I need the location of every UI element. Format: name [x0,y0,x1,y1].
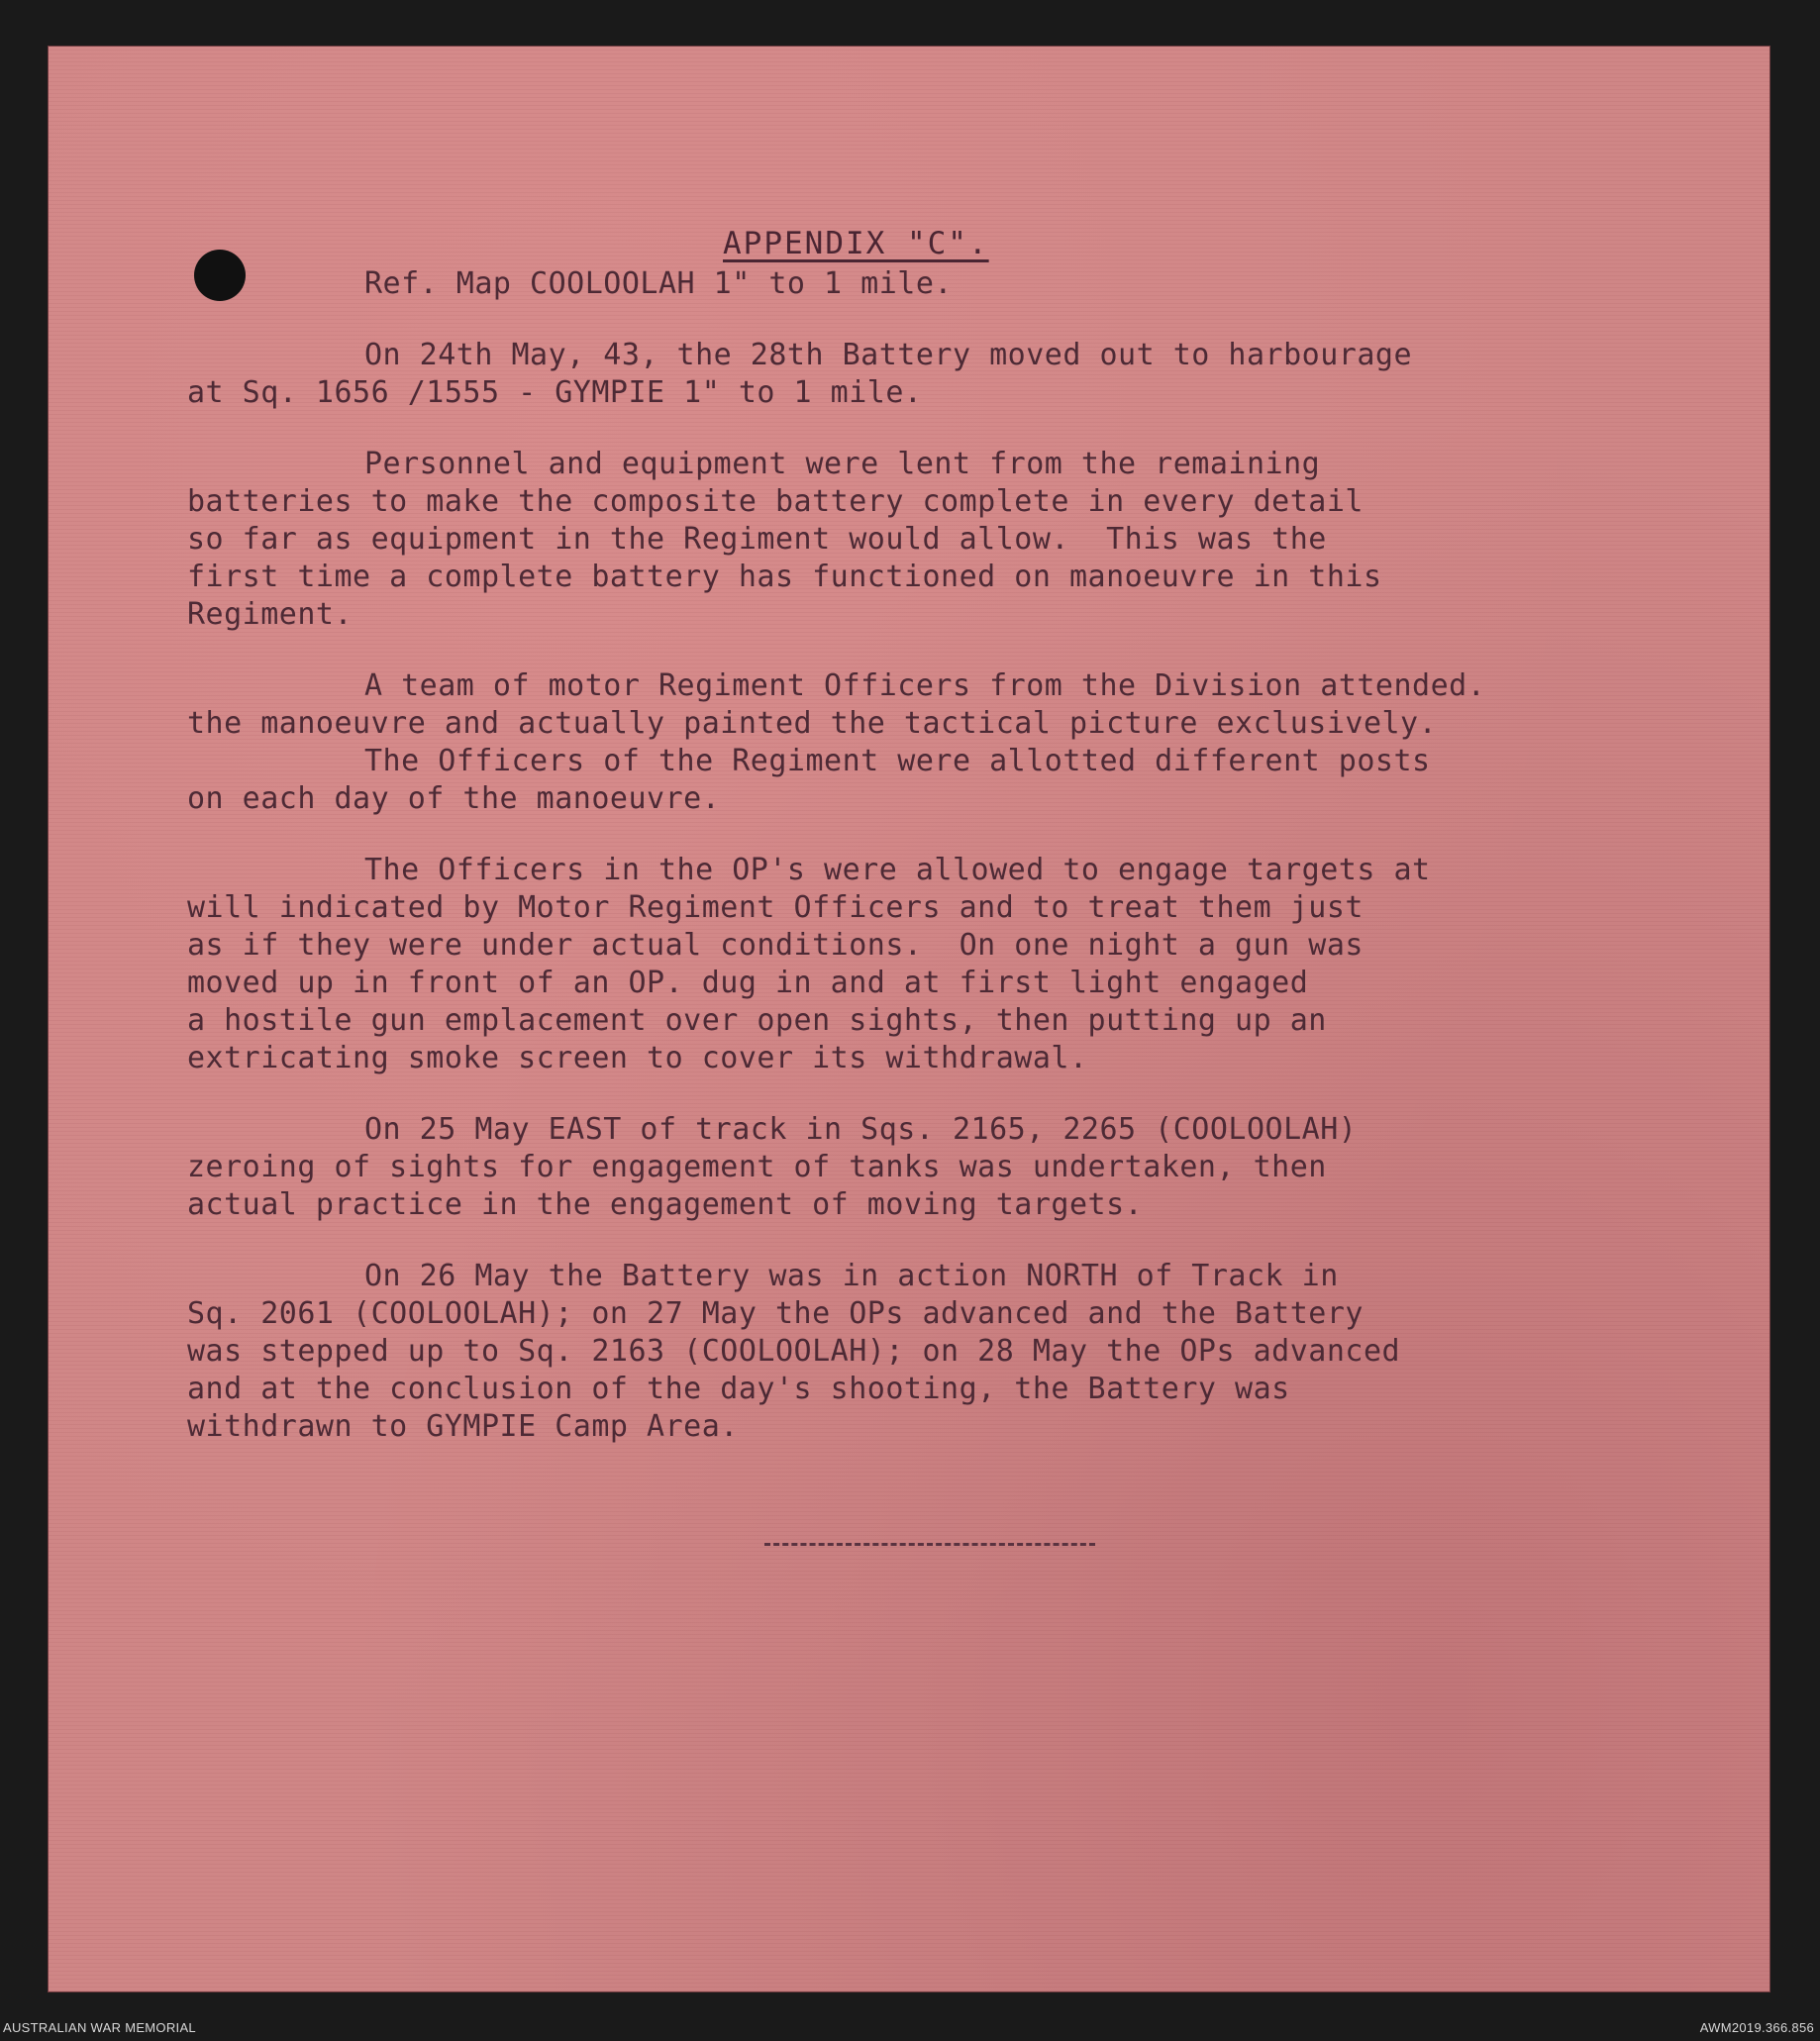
body-line: a hostile gun emplacement over open sights, then putting up an [187,1003,1327,1038]
body-line: moved up in front of an OP. dug in and at first light engaged [187,966,1309,1000]
document-body [48,46,1770,1444]
body-line: and at the conclusion of the day's shooting, the Battery was [187,1372,1290,1406]
body-line: On 26 May the Battery was in action NORTH of Track in [364,1259,1339,1293]
document-sheet [48,46,1770,1992]
body-line: Regiment. [187,597,354,632]
body-line: On 25 May EAST of track in Sqs. 2165, 2265 (COOLOOLAH) [364,1112,1358,1147]
body-line: zeroing of sights for engagement of tanks was undertaken, then [187,1150,1327,1184]
body-line: as if they were under actual conditions. On one night a gun was [187,928,1364,963]
body-line: first time a complete battery has functioned on manoeuvre in this [187,560,1382,594]
body-line: will indicated by Motor Regiment Officers and to treat them just [187,890,1364,925]
body-line: A team of motor Regiment Officers from the Division attended. [364,668,1486,703]
body-line: withdrawn to GYMPIE Camp Area. [187,1409,739,1444]
body-line: at Sq. 1656 /1555 - GYMPIE 1" to 1 mile. [187,375,923,410]
map-reference: Ref. Map COOLOOLAH 1" to 1 mile. [364,266,953,301]
body-line: The Officers in the OP's were allowed to engage targets at [364,853,1431,887]
body-line: extricating smoke screen to cover its withdrawal. [187,1041,1088,1075]
archive-credit: AUSTRALIAN WAR MEMORIAL [3,2020,196,2035]
body-line: was stepped up to Sq. 2163 (COOLOOLAH); on 28 May the OPs advanced [187,1334,1401,1369]
body-line: so far as equipment in the Regiment would allow. This was the [187,522,1327,557]
body-line: The Officers of the Regiment were allotted different posts [364,744,1431,778]
body-line: Sq. 2061 (COOLOOLAH); on 27 May the OPs advanced and the Battery [187,1296,1364,1331]
body-line: Personnel and equipment were lent from the remaining [364,447,1321,481]
body-line: on each day of the manoeuvre. [187,781,721,816]
body-line: the manoeuvre and actually painted the tactical picture exclusively. [187,706,1438,741]
body-line: On 24th May, 43, the 28th Battery moved out to harbourage [364,338,1413,372]
archive-reference: AWM2019.366.856 [1699,2020,1814,2035]
body-line: batteries to make the composite battery complete in every detail [187,484,1364,519]
body-line: actual practice in the engagement of moving targets. [187,1187,1144,1222]
appendix-heading: APPENDIX "C". [723,226,989,261]
closing-dashed-rule [764,1543,1095,1546]
